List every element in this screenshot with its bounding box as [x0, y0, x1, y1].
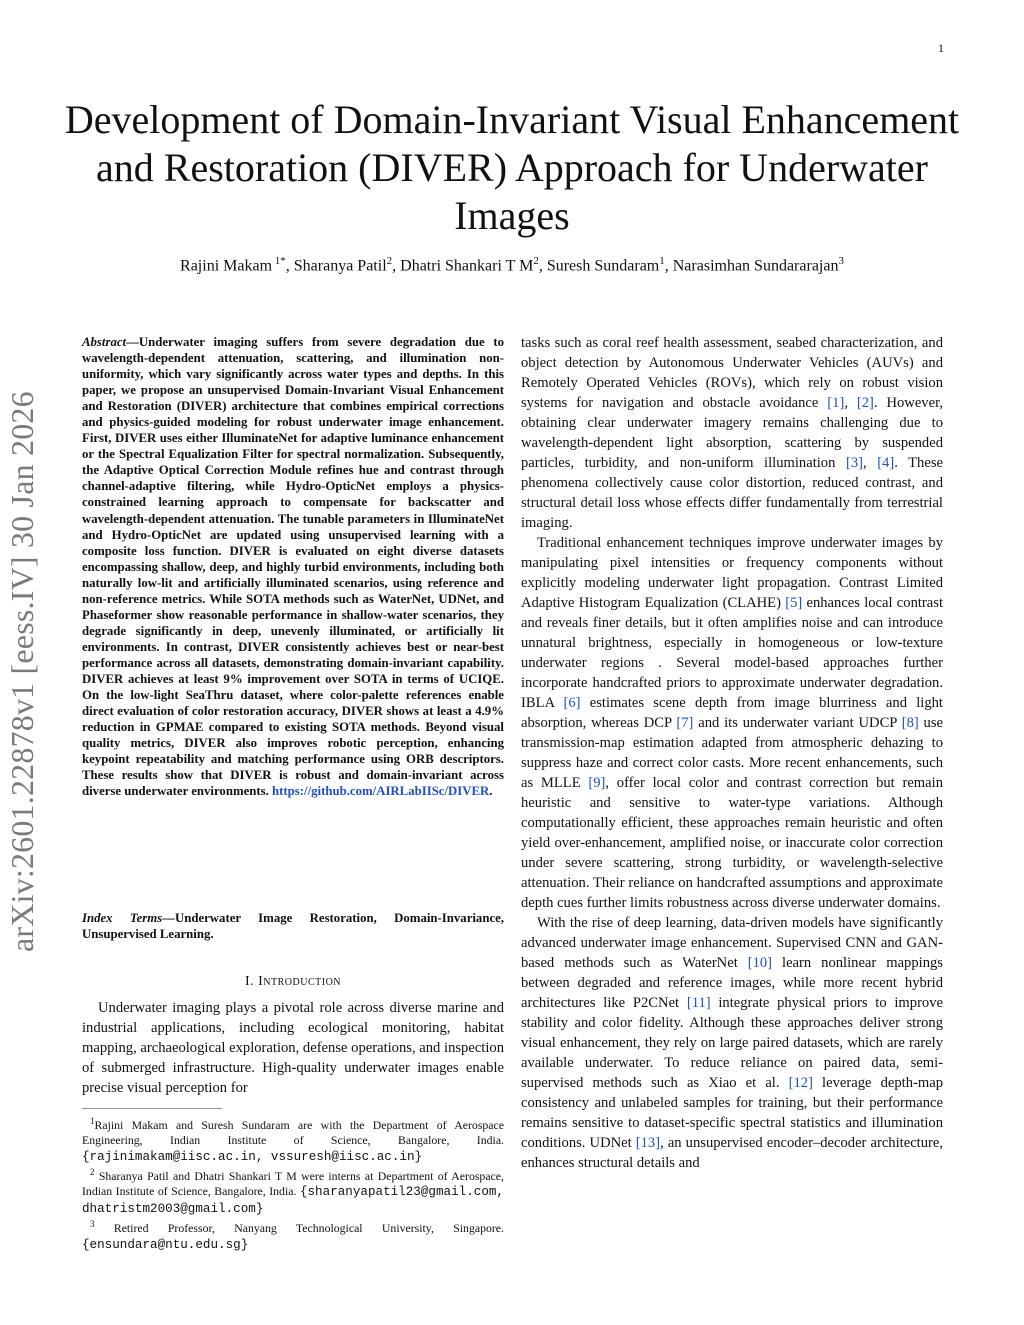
citation-link[interactable]: [9]: [588, 775, 606, 791]
abstract-label: Abstract: [82, 335, 127, 349]
citation-link[interactable]: [2]: [856, 395, 874, 411]
body-text: Traditional enhancement techniques improve underwater images by manipulating pixel intensities or frequency components without explicitly modeling underwater light propagation. Contrast Limited Adaptive Histogram Equalization (CLAHE): [521, 535, 943, 611]
body-text: use transmission-map estimation adapted from atmospheric dehazing to suppress haze and correct color casts. More recent enhancements, such as MLLE: [521, 715, 944, 791]
body-text: , an unsupervised encoder–decoder architecture, enhances structural details and: [521, 1135, 944, 1171]
intro-paragraph: [82, 998, 504, 1098]
author-name: Sharanya Patil: [293, 257, 387, 275]
abstract: [82, 334, 504, 799]
citation-link[interactable]: [4]: [877, 455, 895, 471]
author-name: Dhatri Shankari T M: [400, 257, 534, 275]
citation-link[interactable]: [10]: [747, 955, 773, 971]
body-text: tasks such as coral reef health assessment, seabed characterization, and object detection by Autonomous Underwater Vehicles (AUVs) and Remotely Operated Vehicles (ROVs), which rely on robust vision systems for navigation and obstacle avoidance: [521, 335, 943, 411]
author-affiliation-mark: 1*: [272, 255, 286, 267]
abstract-end: .: [489, 784, 493, 799]
body-text: learn nonlinear mappings between degraded and reference images, while more recent hybrid architectures like P2CNet: [521, 955, 943, 1011]
intro-text: Underwater imaging plays a pivotal role across diverse marine and industrial applications, including ecological monitoring, habitat mapping, archaeological exploration, defense operations, and inspection of submerged infrastructure. High-quality underwater images enable precise visual perception for: [82, 1000, 504, 1096]
index-terms-text: —Underwater Image Restoration, Domain-Invariance, Unsupervised Learning.: [82, 911, 505, 941]
body-text: integrate physical priors to improve stability and color fidelity. Although these approaches deliver strong visual enhancement, they rely on large paired datasets, which are rarely available underwater. To reduce reliance on paired data, semi-supervised methods such as Xiao et al.: [521, 995, 943, 1091]
author-separator: ,: [392, 257, 401, 275]
footnote-email: {ensundara@ntu.edu.sg}: [82, 1237, 249, 1252]
author-affiliation-mark: 2: [533, 255, 539, 267]
footnote-text: Rajini Makam and Suresh Sundaram are with the Department of Aerospace Engineering, Indian Institute of Science, Bangalore, India.: [82, 1117, 504, 1148]
citation-link[interactable]: [1]: [827, 395, 845, 411]
author-affiliation-mark: 1: [659, 255, 665, 267]
citation-link[interactable]: [6]: [563, 695, 581, 711]
citation-link[interactable]: [3]: [845, 455, 863, 471]
author-separator: ,: [285, 257, 294, 275]
abstract-text: —Underwater imaging suffers from severe degradation due to wavelength-dependent attenuation, scattering, and illumination non-uniformity, which vary significantly across water types and depths. In this paper, we propose an unsupervised Domain-Invariant Visual Enhancement and Restoration (DIVER) architecture that combines empirical corrections and physics-guided modeling for robust underwater image enhancement. First, DIVER uses either IlluminateNet for adaptive luminance enhancement or the Spectral Equalization Filter for spectral normalization. Subsequently, the Adaptive Optical Correction Module refines hue and contrast through channel-adaptive filtering, while Hydro-OpticNet employs a physics-constrained learning approach to compensate for backscatter and wavelength-dependent attenuation. The tunable parameters in IlluminateNet and Hydro-OpticNet are updated using unsupervised learning with a composite loss function. DIVER is evaluated on eight diverse datasets encompassing shallow, deep, and highly turbid environments, including both naturally low-lit and artificially illuminated scenarios, using reference and non-reference metrics. While SOTA methods such as WaterNet, UDNet, and Phaseformer show reasonable performance in shallow-water scenarios, they degrade significantly in deep, unevenly illuminated, or artificially lit environments. In contrast, DIVER consistently achieves best or near-best performance across all datasets, demonstrating domain-invariant capability. DIVER achieves at least 9% improvement over SOTA in terms of UCIQE. On the low-light SeaThru dataset, where color-palette references enable direct evaluation of color restoration accuracy, DIVER shows at least a 4.9% reduction in GPMAE compared to existing SOTA methods. Beyond visual quality metrics, DIVER also improves robotic perception, enhancing keypoint repeatability and matching performance using ORB descriptors. These results show that DIVER is robust and domain-invariant across diverse underwater environments.: [82, 335, 504, 799]
right-paragraph-3: [521, 913, 943, 1173]
right-paragraph-2: [521, 533, 943, 913]
paper-title: Development of Domain-Invariant Visual Enhancement and Restoration (DIVER) Approach for Underwater Images: [64, 97, 960, 238]
body-text: and its underwater variant UDCP: [693, 715, 902, 731]
index-terms: [82, 910, 504, 942]
footnote-text: Sharanya Patil and Dhatri Shankari T M were interns at Department of Aerospace, Indian Institute of Science, Bangalore, India.: [82, 1169, 504, 1199]
footnote: [82, 1165, 504, 1217]
index-terms-label: Index Terms: [82, 911, 163, 925]
citation-link[interactable]: [7]: [676, 715, 694, 731]
body-text: enhances local contrast and reveals finer details, but it often amplifies noise and can introduce unnatural brightness, especially in homogeneous or low-texture underwater regions . Several model-based approaches further incorporate handcrafted priors to approximate underwater degradation. IBLA: [521, 595, 944, 711]
citation-link[interactable]: [8]: [901, 715, 919, 731]
body-text: With the rise of deep learning, data-driven models have significantly advanced underwater image enhancement. Supervised CNN and GAN-based methods such as WaterNet: [521, 915, 943, 971]
body-text: . However, obtaining clear underwater imagery remains challenging due to wavelength-dependent light absorption, scattering by suspended particles, turbidity, and non-uniform illumination: [521, 395, 943, 471]
footnote-mark: 2: [90, 1167, 95, 1178]
page-number: 1: [938, 41, 944, 55]
footnote-rule: [82, 1108, 222, 1109]
section-title: Introduction: [258, 974, 342, 989]
citation-link[interactable]: [12]: [788, 1075, 813, 1091]
author-affiliation-mark: 3: [838, 255, 844, 267]
author-affiliation-mark: 2: [386, 255, 393, 267]
footnote-text: Retired Professor, Nanyang Technological University, Singapore.: [94, 1221, 504, 1236]
author-separator: ,: [538, 257, 547, 275]
arxiv-stamp: arXiv:2601.22878v1 [eess.IV] 30 Jan 2026: [4, 391, 40, 952]
footnote-email: {rajinimakam@iisc.ac.in, vssuresh@iisc.ac.in}: [82, 1149, 423, 1164]
github-link[interactable]: https://github.com/AIRLabIISc/DIVER: [272, 784, 490, 799]
author-list: [60, 255, 964, 275]
author-name: Suresh Sundaram: [546, 257, 660, 275]
footnote: [82, 1217, 504, 1253]
author-name: Narasimhan Sundararajan: [672, 257, 839, 275]
author-separator: ,: [664, 257, 673, 275]
footnote: [82, 1114, 504, 1165]
citation-link[interactable]: [11]: [686, 995, 711, 1011]
right-column: [521, 333, 943, 1173]
author-name: Rajini Makam: [180, 257, 273, 275]
body-text: ,: [844, 395, 857, 411]
footnote-mark: 1: [90, 1116, 95, 1126]
citation-link[interactable]: [5]: [785, 595, 803, 611]
body-text: , offer local color and contrast correction but remain heuristic and sensitive to water-type variations. Although computationally efficient, these approaches remain heuristic and often yield over-enhancement, amplified noise, or inaccurate color correction under severe scattering, strong turbidity, or wavelength-selective attenuation. Their reliance on handcrafted assumptions and approximate depth cues further limits robustness across diverse underwater domains.: [521, 775, 943, 911]
citation-link[interactable]: [13]: [635, 1135, 661, 1151]
footnote-email: {sharanyapatil23@gmail.com, dhatristm2003@gmail.com}: [82, 1185, 504, 1216]
footnotes: [82, 1114, 504, 1253]
right-paragraph-1: [521, 333, 943, 533]
body-text: ,: [862, 455, 878, 471]
body-text: estimates scene depth from image blurriness and light absorption, whereas DCP: [521, 695, 943, 731]
section-number: I.: [244, 974, 255, 989]
body-text: . These phenomena collectively cause color distortion, reduced contrast, and structural detail loss whose effects differ fundamentally from terrestrial imaging.: [521, 455, 943, 531]
body-text: leverage depth-map consistency and unlabeled samples for training, but their performance remains sensitive to dataset-specific spectral statistics and illumination conditions. UDNet: [521, 1075, 943, 1151]
section-heading: [82, 974, 504, 990]
footnote-mark: 3: [90, 1219, 95, 1230]
